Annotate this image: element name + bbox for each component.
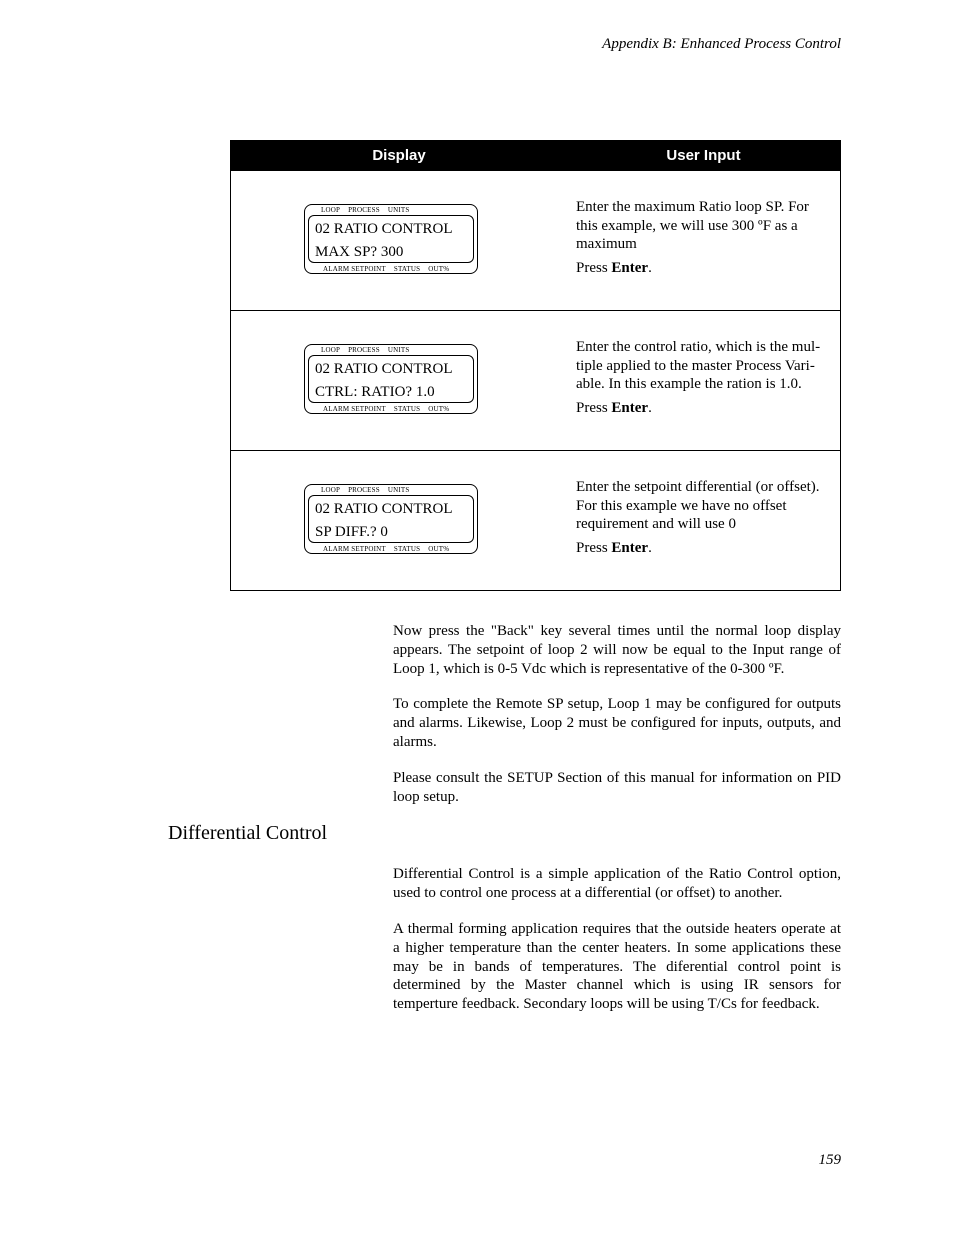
table-row <box>231 170 840 310</box>
lcd-label-status: STATUS <box>393 265 421 273</box>
lcd-display <box>304 204 478 274</box>
lcd-top-labels <box>319 206 419 214</box>
press-instruction <box>576 400 652 417</box>
table-row <box>231 310 840 450</box>
lcd-label-units: UNITS <box>387 346 410 354</box>
lcd-line-2: MAX SP? 300 <box>315 244 404 260</box>
press-prefix: Press <box>576 260 612 276</box>
lcd-bottom-labels <box>321 545 459 553</box>
lcd-label-loop: LOOP <box>321 486 341 494</box>
press-instruction <box>576 540 652 557</box>
lcd-top-labels <box>319 486 419 494</box>
lcd-line-1: 02 RATIO CONTROL <box>315 221 453 237</box>
lcd-label-process: PROCESS <box>348 206 380 214</box>
lcd-bottom-labels <box>321 405 459 413</box>
lcd-line-2: CTRL: RATIO? 1.0 <box>315 384 435 400</box>
column-header-display: Display <box>372 147 426 164</box>
table-header <box>231 141 840 170</box>
table-row <box>231 450 840 590</box>
lcd-line-1: 02 RATIO CONTROL <box>315 361 453 377</box>
press-suffix: . <box>648 260 652 276</box>
lcd-label-out: OUT% <box>428 265 450 273</box>
running-header: Appendix B: Enhanced Process Control <box>602 36 841 52</box>
press-prefix: Press <box>576 540 612 556</box>
lcd-label-status: STATUS <box>393 405 421 413</box>
lcd-label-loop: LOOP <box>321 346 341 354</box>
lcd-line-1: 02 RATIO CONTROL <box>315 501 453 517</box>
page-number: 159 <box>818 1152 841 1168</box>
body-paragraph: A thermal forming application requires that the outside heaters operate at a higher temperature than the center heaters. In some applications these may be in bands of temperatures. The diferential control point is determined by the Master channel which is using IR sensors for temperture feedback. Secondary loops will be using T/Cs for feedback. <box>393 921 841 1013</box>
instruction-text: Enter the control ratio, which is the mul-tiple applied to the master Process Vari-able. In this example the ration is 1.0. <box>576 339 821 393</box>
body-paragraph: Please consult the SETUP Section of this manual for information on PID loop setup. <box>393 770 841 805</box>
lcd-label-alarm-setpoint: ALARM SETPOINT <box>323 405 386 413</box>
press-prefix: Press <box>576 400 612 416</box>
lcd-bottom-labels <box>321 265 459 273</box>
column-header-user-input: User Input <box>666 147 741 164</box>
body-paragraph: Now press the "Back" key several times until the normal loop display appears. The setpoint of loop 2 will now be equal to the Input range of Loop 1, which is 0-5 Vdc which is representative of the 0-300 ºF. <box>393 623 841 677</box>
lcd-label-loop: LOOP <box>321 206 341 214</box>
instruction-text: Enter the maximum Ratio loop SP. For this example, we will use 300 ºF as a maximum <box>576 199 809 253</box>
lcd-label-alarm-setpoint: ALARM SETPOINT <box>323 265 386 273</box>
key-name: Enter <box>611 540 649 556</box>
lcd-label-units: UNITS <box>387 206 410 214</box>
press-suffix: . <box>648 400 652 416</box>
lcd-label-out: OUT% <box>428 545 450 553</box>
body-paragraph: To complete the Remote SP setup, Loop 1 may be configured for outputs and alarms. Likewise, Loop 2 must be configured for inputs, outputs, and alarms. <box>393 696 841 750</box>
lcd-line-2: SP DIFF.? 0 <box>315 524 388 540</box>
lcd-top-labels <box>319 346 419 354</box>
lcd-label-process: PROCESS <box>348 346 380 354</box>
key-name: Enter <box>611 260 649 276</box>
key-name: Enter <box>611 400 649 416</box>
lcd-display <box>304 344 478 414</box>
instruction-text: Enter the setpoint differential (or offset). For this example we have no offset requirement and will use 0 <box>576 479 820 533</box>
lcd-label-status: STATUS <box>393 545 421 553</box>
press-instruction <box>576 260 652 277</box>
lcd-display <box>304 484 478 554</box>
lcd-label-process: PROCESS <box>348 486 380 494</box>
lcd-label-units: UNITS <box>387 486 410 494</box>
lcd-label-alarm-setpoint: ALARM SETPOINT <box>323 545 386 553</box>
procedure-table <box>230 140 841 591</box>
body-paragraph: Differential Control is a simple application of the Ratio Control option, used to control one process at a differential (or offset) to another. <box>393 866 841 901</box>
press-suffix: . <box>648 540 652 556</box>
lcd-label-out: OUT% <box>428 405 450 413</box>
section-heading: Differential Control <box>168 822 328 844</box>
